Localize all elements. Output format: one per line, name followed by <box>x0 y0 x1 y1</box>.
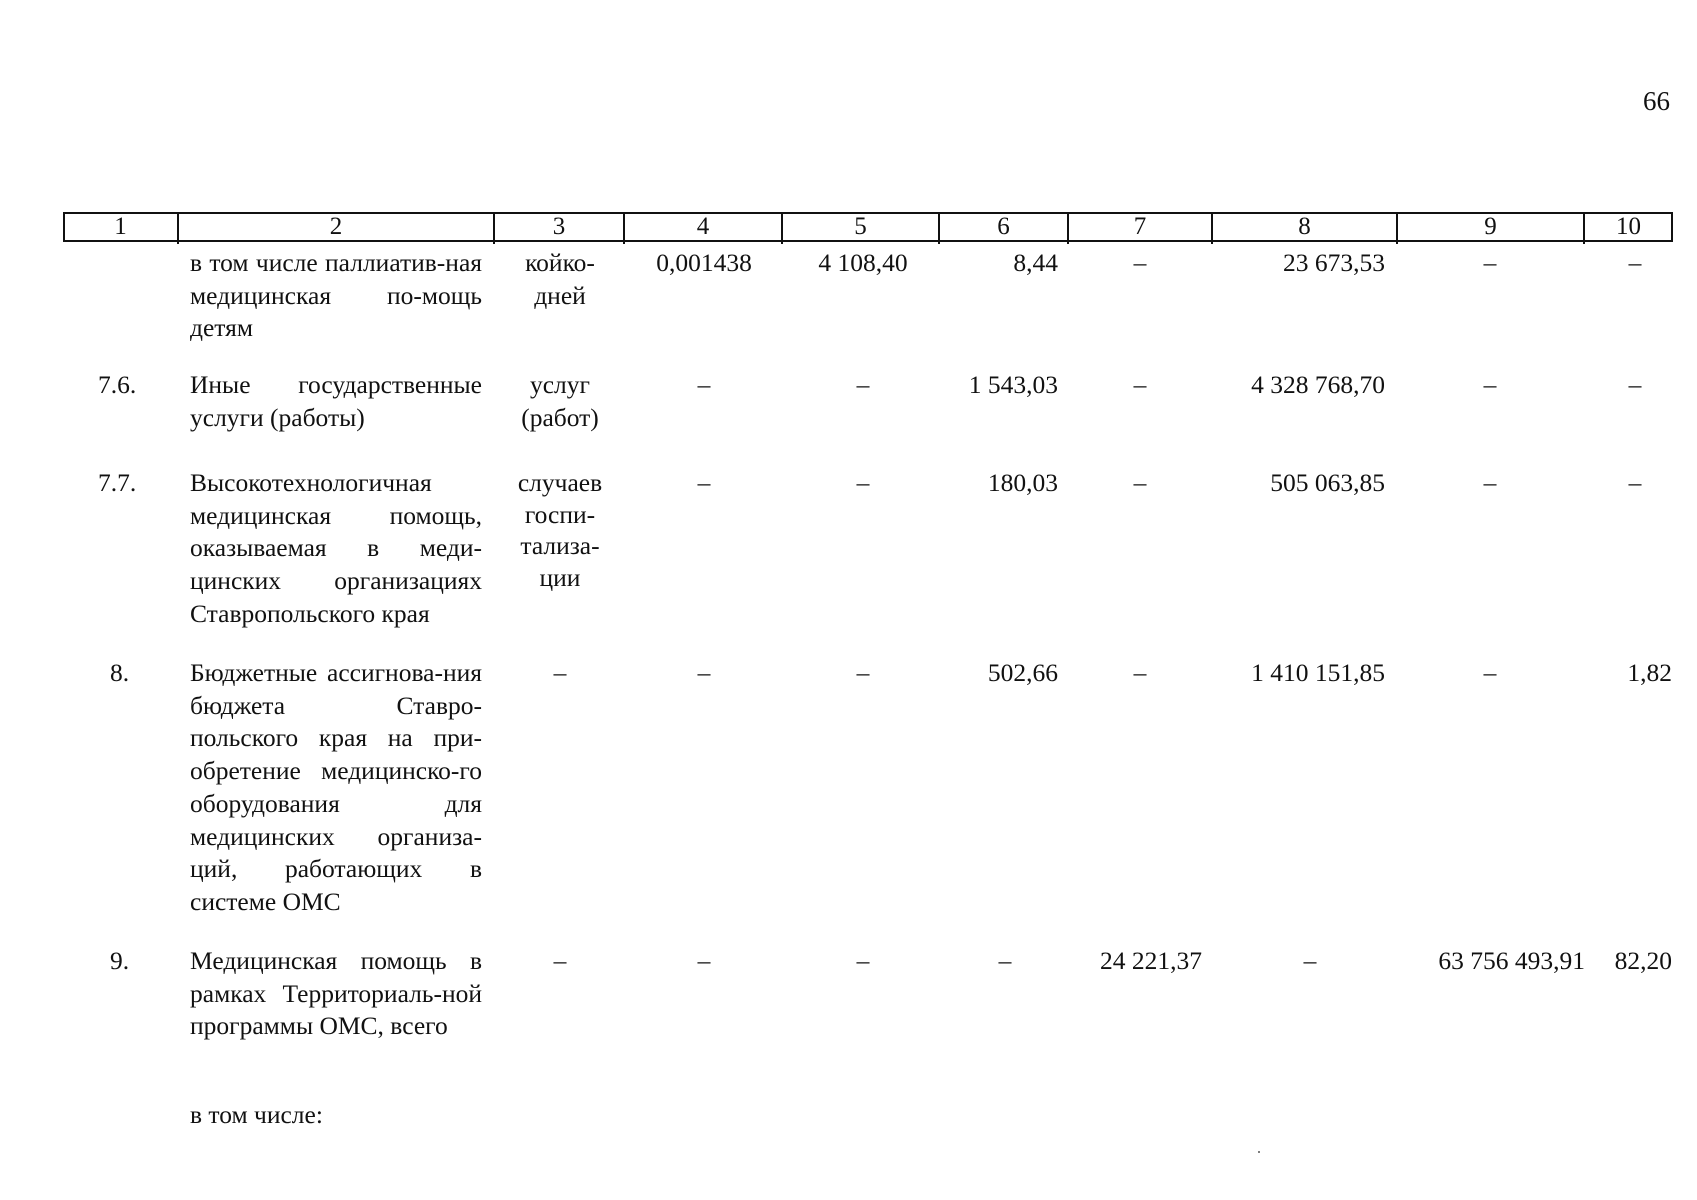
row-name: Высокотехнологичная медицинская помощь, оказываемая в меди-цинских организациях Ставропольского края <box>190 468 482 628</box>
row-col-10: 82,20 <box>1614 946 1672 975</box>
row-name: Медицинская помощь в рамках Территориаль-ной программы ОМС, всего <box>190 946 482 1041</box>
row-col-10: – <box>1628 370 1642 399</box>
header-col-4: 4 <box>696 213 710 240</box>
row-col-9: – <box>1483 370 1497 399</box>
row-col-7: 24 221,37 <box>1100 946 1202 975</box>
row-number: 9. <box>110 946 130 975</box>
row-col-6: 502,66 <box>987 658 1058 687</box>
row-col-5: – <box>856 658 870 687</box>
row-col-8: – <box>1303 946 1317 975</box>
row-number: 8. <box>110 658 130 687</box>
header-divider <box>781 212 783 244</box>
header-divider <box>623 212 625 244</box>
row-col-5: – <box>856 370 870 399</box>
header-divider <box>493 212 495 244</box>
row-col-4: – <box>697 370 711 399</box>
header-col-2: 2 <box>329 213 343 240</box>
row-unit: случаев госпи-тализа-ции <box>517 468 603 592</box>
row-col-7: – <box>1133 248 1147 277</box>
row-col-5: 4 108,40 <box>818 248 908 277</box>
row-unit: койко-дней <box>525 248 595 310</box>
row-col-7: – <box>1133 468 1147 497</box>
header-col-1: 1 <box>114 213 127 240</box>
header-col-8: 8 <box>1298 213 1311 240</box>
row-col-8: 23 673,53 <box>1283 248 1385 277</box>
row-col-9: – <box>1483 658 1497 687</box>
row-col-7: – <box>1133 370 1147 399</box>
row-col-10: – <box>1628 468 1642 497</box>
header-col-6: 6 <box>997 213 1010 240</box>
row-col-4: – <box>697 468 711 497</box>
row-col-8: 4 328 768,70 <box>1251 370 1385 399</box>
row-unit: услуг (работ) <box>521 370 599 432</box>
row-col-10: 1,82 <box>1627 658 1672 687</box>
header-divider <box>177 212 179 244</box>
row-number: 7.7. <box>98 468 137 497</box>
row-col-6: 8,44 <box>1013 248 1058 277</box>
row-unit: – <box>553 946 567 975</box>
row-col-4: 0,001438 <box>656 248 752 277</box>
row-col-4: – <box>697 658 711 687</box>
header-divider <box>1211 212 1213 244</box>
header-col-9: 9 <box>1484 213 1497 240</box>
row-col-5: – <box>856 468 870 497</box>
row-col-8: 1 410 151,85 <box>1251 658 1385 687</box>
header-divider <box>1067 212 1069 244</box>
header-col-3: 3 <box>552 213 566 240</box>
row-col-6: 180,03 <box>987 468 1058 497</box>
row-unit: – <box>553 658 567 687</box>
header-col-5: 5 <box>854 213 867 240</box>
scan-speck <box>1258 1151 1260 1153</box>
row-name: Иные государственные услуги (работы) <box>190 370 482 432</box>
row-col-9: 63 756 493,91 <box>1438 946 1585 975</box>
row-number: 7.6. <box>98 370 137 399</box>
row-col-7: – <box>1133 658 1147 687</box>
row-col-6: 1 543,03 <box>968 370 1058 399</box>
row-col-4: – <box>697 946 711 975</box>
row-col-8: 505 063,85 <box>1270 468 1385 497</box>
header-col-10: 10 <box>1616 213 1641 240</box>
header-divider <box>938 212 940 244</box>
row-col-9: – <box>1483 248 1497 277</box>
footer-note: в том числе: <box>190 1100 323 1129</box>
row-col-10: – <box>1628 248 1642 277</box>
row-name: в том числе паллиатив-ная медицинская по-мощь детям <box>190 248 482 343</box>
header-col-7: 7 <box>1133 213 1147 240</box>
header-divider <box>1583 212 1585 244</box>
row-col-5: – <box>856 946 870 975</box>
row-col-9: – <box>1483 468 1497 497</box>
row-col-6: – <box>998 946 1012 975</box>
row-name: Бюджетные ассигнова-ния бюджета Ставро-польского края на при-обретение медицинско-го оборудования для медицинских организа-ций, работающих в системе ОМС <box>190 658 482 916</box>
header-divider <box>1396 212 1398 244</box>
page-number: 66 <box>1643 86 1670 116</box>
